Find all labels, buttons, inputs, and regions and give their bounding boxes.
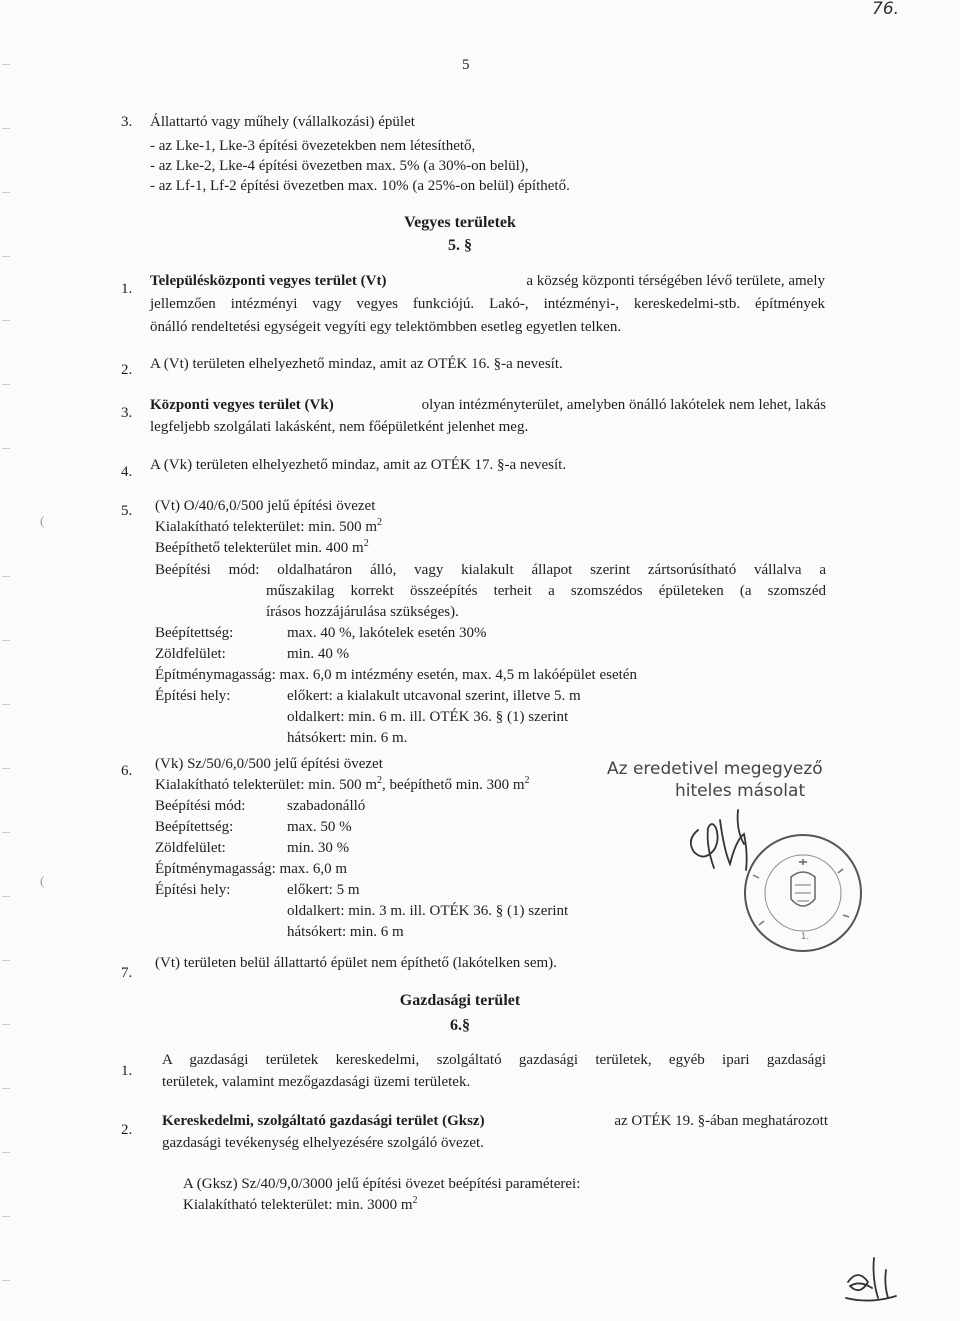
zone-heading: (Vt) O/40/6,0/500 jelű építési övezet [155, 498, 376, 514]
certification-stamp-line: hiteles másolat [675, 781, 806, 801]
paragraph-line: területek, valamint mezőgazdasági üzemi területek. [162, 1074, 471, 1090]
scan-artifact: ( [40, 873, 45, 888]
term-bold: Településközponti vegyes terület (Vt) [150, 273, 387, 289]
superscript: 2 [377, 517, 383, 528]
section-heading: Vegyes területek [404, 214, 516, 231]
section-heading: Gazdasági terület [399, 992, 521, 1009]
margin-mark [2, 1088, 10, 1089]
param-value: max. 50 % [287, 819, 352, 835]
param-value: hátsókert: min. 6 m. [287, 730, 408, 746]
item-number: 1. [121, 1063, 133, 1079]
text: Beépíthető telekterület min. 400 m [155, 540, 364, 556]
term-bold: Központi vegyes terület (Vk) [150, 397, 334, 413]
item-line: - az Lf-1, Lf-2 építési övezetben max. 10% (a 25%-on belül) építhető. [150, 178, 570, 194]
param-line: Beépítési mód: oldalhatáron álló, vagy kialakult állapot szerint zártsorúsítható vállalva a [155, 562, 826, 578]
item-number: 2. [121, 1122, 133, 1138]
param-line [155, 776, 530, 794]
margin-mark [2, 1216, 10, 1217]
superscript: 2 [524, 775, 530, 786]
margin-mark [2, 640, 10, 641]
margin-mark [2, 1024, 10, 1025]
param-value: min. 40 % [287, 646, 350, 662]
section-paragraph-number: 6.§ [450, 1017, 470, 1034]
text: Kialakítható telekterület: min. 500 m [155, 777, 378, 793]
param-label: Beépítettség: [155, 819, 234, 835]
item-line: - az Lke-1, Lke-3 építési övezetekben nem létesíthető, [150, 138, 476, 154]
paragraph-line: A (Vt) területen elhelyezhető mindaz, amit az OTÉK 16. §-a nevesít. [150, 356, 563, 372]
param-line [183, 1196, 418, 1214]
handwritten-initials-icon [838, 1248, 908, 1308]
text: az OTÉK 19. §-ában meghatározott [614, 1113, 828, 1129]
param-value: oldalkert: min. 3 m. ill. OTÉK 36. § (1) szerint [287, 903, 569, 919]
superscript: 2 [363, 538, 369, 549]
section-paragraph-number: 5. § [448, 237, 472, 254]
margin-mark [2, 384, 10, 385]
zone-heading: (Vk) Sz/50/6,0/500 jelű építési övezet [155, 756, 383, 772]
paragraph-line: (Vt) területen belül állattartó épület nem építhető (lakótelken sem). [155, 955, 557, 971]
item-title: Állattartó vagy műhely (vállalkozási) épület [150, 114, 415, 130]
text: , beépíthető min. 300 m [382, 777, 525, 793]
paragraph-line: jellemzően intézményi vagy vegyes funkciójú. Lakó-, intézményi-, kereskedelmi-stb. építmények [150, 296, 825, 312]
paragraph-line [150, 272, 825, 290]
param-value: hátsókert: min. 6 m [287, 924, 404, 940]
paragraph-line: gazdasági tevékenység elhelyezésére szolgáló övezet. [162, 1135, 484, 1151]
margin-mark [2, 576, 10, 577]
param-label: Zöldfelület: [155, 840, 226, 856]
param-label: Építési hely: [155, 882, 231, 898]
param-line [155, 518, 382, 536]
item-number: 6. [121, 763, 133, 779]
param-value: max. 40 %, lakótelek esetén 30% [287, 625, 487, 641]
margin-mark [2, 704, 10, 705]
paragraph-line [162, 1112, 828, 1130]
margin-mark [2, 768, 10, 769]
page-number: 5 [462, 57, 470, 73]
param-line [155, 539, 369, 557]
term-bold: Kereskedelmi, szolgáltató gazdasági terület (Gksz) [162, 1113, 485, 1129]
margin-mark [2, 960, 10, 961]
paragraph-line [150, 396, 826, 414]
margin-mark [2, 320, 10, 321]
margin-mark [2, 896, 10, 897]
text: a község központi térségében lévő területe, amely [526, 273, 825, 289]
param-line: Építménymagasság: max. 6,0 m [155, 861, 348, 877]
param-value: előkert: 5 m [287, 882, 360, 898]
scan-artifact: ( [40, 513, 45, 528]
margin-mark [2, 448, 10, 449]
item-number: 5. [121, 503, 133, 519]
item-number: 2. [121, 362, 133, 378]
param-value: oldalkert: min. 6 m. ill. OTÉK 36. § (1) szerint [287, 709, 569, 725]
paragraph-line: önálló rendeltetési egységeit vegyíti egy telektömbben esetleg egyetlen telken. [150, 319, 622, 335]
text: Kialakítható telekterület: min. 3000 m [183, 1197, 413, 1213]
param-value: szabadonálló [287, 798, 366, 814]
svg-text:1.: 1. [800, 932, 810, 942]
margin-mark [2, 1152, 10, 1153]
param-label: Beépítési mód: [155, 798, 246, 814]
item-number: 7. [121, 965, 133, 981]
item-number: 3. [121, 114, 133, 130]
margin-mark [2, 256, 10, 257]
signature-icon [680, 800, 790, 890]
paragraph-line: A (Gksz) Sz/40/9,0/3000 jelű építési övezet beépítési paraméterei: [183, 1176, 581, 1192]
margin-mark [2, 128, 10, 129]
margin-mark [2, 832, 10, 833]
param-value: előkert: a kialakult utcavonal szerint, illetve 5. m [287, 688, 581, 704]
param-label: Beépítettség: [155, 625, 234, 641]
certification-stamp-line: Az eredetivel megegyező [607, 759, 823, 779]
param-value: min. 30 % [287, 840, 350, 856]
param-label: Építési hely: [155, 688, 231, 704]
superscript: 2 [412, 1195, 418, 1206]
param-line: Építménymagasság: max. 6,0 m intézmény esetén, max. 4,5 m lakóépület esetén [155, 667, 637, 683]
param-line: műszakilag korrekt összeépítés terheit a szomszédos épületeken (a szomszéd [266, 583, 826, 599]
text: Kialakítható telekterület: min. 500 m [155, 519, 378, 535]
margin-mark [2, 64, 10, 65]
margin-mark [2, 192, 10, 193]
paragraph-line: A gazdasági területek kereskedelmi, szolgáltató gazdasági területek, egyéb ipari gazdasági [162, 1052, 826, 1068]
item-line: - az Lke-2, Lke-4 építési övezetben max. 5% (a 30%-on belül), [150, 158, 529, 174]
item-number: 1. [121, 281, 133, 297]
margin-mark [2, 1280, 10, 1281]
item-number: 3. [121, 405, 133, 421]
param-line: írásos hozzájárulása szükséges). [266, 604, 459, 620]
text: olyan intézményterület, amelyben önálló lakótelek nem lehet, lakás [421, 397, 826, 413]
paragraph-line: A (Vk) területen elhelyezhető mindaz, amit az OTÉK 17. §-a nevesít. [150, 457, 567, 473]
handwritten-corner-mark: 76. [872, 0, 900, 19]
param-label: Zöldfelület: [155, 646, 226, 662]
superscript: 2 [377, 775, 383, 786]
paragraph-line: legfeljebb szolgálati lakásként, nem főépületként jelenhet meg. [150, 419, 529, 435]
item-number: 4. [121, 464, 133, 480]
